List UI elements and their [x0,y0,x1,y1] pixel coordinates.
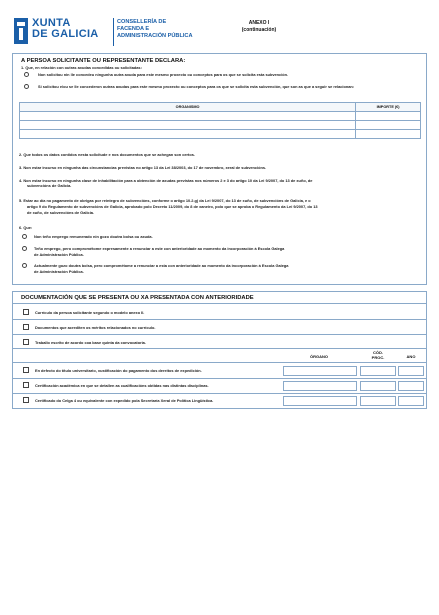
declaration-item-2: 2. Que todos os datos contidos nesta solicitude e nos documentos que se achegan son certos. [19,152,195,157]
option-job-radio[interactable] [22,246,27,251]
declaration-item-4: 4. Non estar incurso en ningunha clase de inhabilitación para a obtención de axudas previstas nos números 2 e 3 do artigo 10 da Lei 9/2007, do 13 de xuño, de [19,178,313,183]
doc-transcript-code-input[interactable] [360,381,396,391]
cons-line-2: FACENDA E [117,26,150,32]
doc-celga-year-input[interactable] [398,396,424,406]
doc-curriculum-label: Currículo da persoa solicitante segundo o modelo anexo II. [35,310,145,315]
doc-transcript-organ-input[interactable] [283,381,357,391]
annex-subtitle: (continuación) [241,27,277,33]
doc-celga-organ-input[interactable] [283,396,357,406]
row-divider [13,334,426,335]
aid-organism-input[interactable] [20,121,356,130]
declaration-item-5-cont: artigo 9 do Regulamento de subvencións de Galicia, aprobado polo Decreto 11/2009, do 8 de xaneiro, polo que se aproba o Regulamento da Lei 9/2007, do 13 [27,204,318,209]
cons-line-3: ADMINISTRACIÓN PÚBLICA [117,33,193,39]
table-row [20,121,421,130]
doc-degree-fee-label: En defecto do título universitario, xustificación do pagamento dos dereitos de expedición. [35,368,202,373]
logo-line-2: DE GALICIA [32,28,99,40]
aid-amount-input[interactable] [356,130,421,139]
doc-celga-label: Certificado do Celga 4 ou equivalente con expedido pola Secretaría Xeral de Política Lingüística. [35,398,214,403]
option-job-label: Teño emprego, pero comprométome expresamente a renunciar a este con anterioridade ao momento da incorporación á Escola Galega [34,246,285,251]
row-divider [13,393,426,394]
declaration-item-4-cont: subvencións de Galicia. [27,183,72,188]
xunta-logo-text [32,18,99,40]
option-other-grant-label-cont: de Administración Pública. [34,269,84,274]
row-divider [13,362,426,363]
table-row [20,112,421,121]
option-no-other-aid-radio[interactable] [24,72,29,77]
documentation-title: DOCUMENTACIÓN QUE SE PRESENTA OU XA PRESENTADA CON ANTERIORIDADE [21,295,254,301]
aid-amount-input[interactable] [356,112,421,121]
doc-written-work-checkbox[interactable] [23,339,29,345]
aid-amount-input[interactable] [356,121,421,130]
doc-col-code-line1: CÓD. [373,350,383,355]
option-no-job-radio[interactable] [22,234,27,239]
option-other-grant-label: Actualmente gozo doutra bolsa, pero comprométome a renunciar a esta con anterioridade ao momento da incorporación á Escola Galega [34,263,289,268]
declaration-item-1: 1. Que, en relación con outras axudas concedidas ou solicitadas: [21,65,142,70]
logo-divider [113,18,114,46]
documentation-title-divider [13,303,426,304]
documentation-section [12,291,427,409]
table-row [20,130,421,139]
page-header [14,18,424,48]
annex-label [224,20,294,34]
declaration-section [12,53,427,285]
declaration-title: A PERSOA SOLICITANTE OU REPRESENTANTE DECLARA: [21,58,186,64]
xunta-logo-icon [14,18,28,44]
doc-col-code [360,350,396,360]
aid-table [19,102,421,139]
cons-line-1: CONSELLERÍA DE [117,19,167,25]
aid-organism-input[interactable] [20,112,356,121]
doc-merits-checkbox[interactable] [23,324,29,330]
declaration-item-5: 5. Estar ao día no pagamento de obrigas por reintegro de subvencións, conforme o artigo 10.2.g) da Lei 9/2007, do 13 de xuño, de subvencións de Galicia, e o [19,198,311,203]
doc-degree-code-input[interactable] [360,366,396,376]
doc-written-work-label: Traballo escrito de acordo coa base quinta da convocatoria. [35,340,146,345]
logo-line-1: XUNTA [32,17,71,29]
declaration-item-3: 3. Non estar incurso en ningunha das circunstancias previstas no artigo 13 da Lei 38/2003, do 17 de novembro, xeral de subvencións. [19,165,267,170]
doc-degree-organ-input[interactable] [283,366,357,376]
doc-col-code-line2: PROC. [371,355,385,360]
doc-col-organ: ÓRGANO [310,354,328,359]
doc-transcript-year-input[interactable] [398,381,424,391]
doc-degree-year-input[interactable] [398,366,424,376]
declaration-item-5-cont2: de xuño, de subvencións de Galicia. [27,210,95,215]
conselleria-name [117,19,193,40]
row-divider [13,319,426,320]
option-other-aid-label: Si solicitou e/ou se lle concederon outras axudas para este mesmo proxecto ou conceptos para os que se solicita esta subvención, que son as que a seguir se relacionan: [38,84,355,89]
doc-merits-label: Documentos que acrediten os méritos relacionados no currículo. [35,325,156,330]
doc-transcript-label: Certificación académica en que se detallen as cualificacións obtidas nas distintas disciplinas. [35,383,209,388]
option-no-other-aid-label: Non solicitou nin lle concedeu ningunha outra axuda para este mesmo proxecto ou conceptos para os que se solicita esta subvención. [38,72,289,77]
aid-col-amount: IMPORTE (€) [356,103,421,112]
row-divider [13,378,426,379]
option-other-aid-radio[interactable] [24,84,29,89]
doc-celga-code-input[interactable] [360,396,396,406]
annex-title: ANEXO I [248,20,270,26]
declaration-item-6: 6. Que: [19,225,33,230]
doc-degree-fee-checkbox[interactable] [23,367,29,373]
option-job-label-cont: de Administración Pública. [34,252,84,257]
doc-curriculum-checkbox[interactable] [23,309,29,315]
aid-col-organism: ORGANISMO [20,103,356,112]
row-divider [13,348,426,349]
option-other-grant-radio[interactable] [22,263,27,268]
option-no-job-label: Non teño emprego remunerado nin gozo doutra bolsa ou axuda. [34,234,153,239]
doc-celga-checkbox[interactable] [23,397,29,403]
doc-transcript-checkbox[interactable] [23,382,29,388]
aid-organism-input[interactable] [20,130,356,139]
doc-col-year: ANO [406,354,416,359]
